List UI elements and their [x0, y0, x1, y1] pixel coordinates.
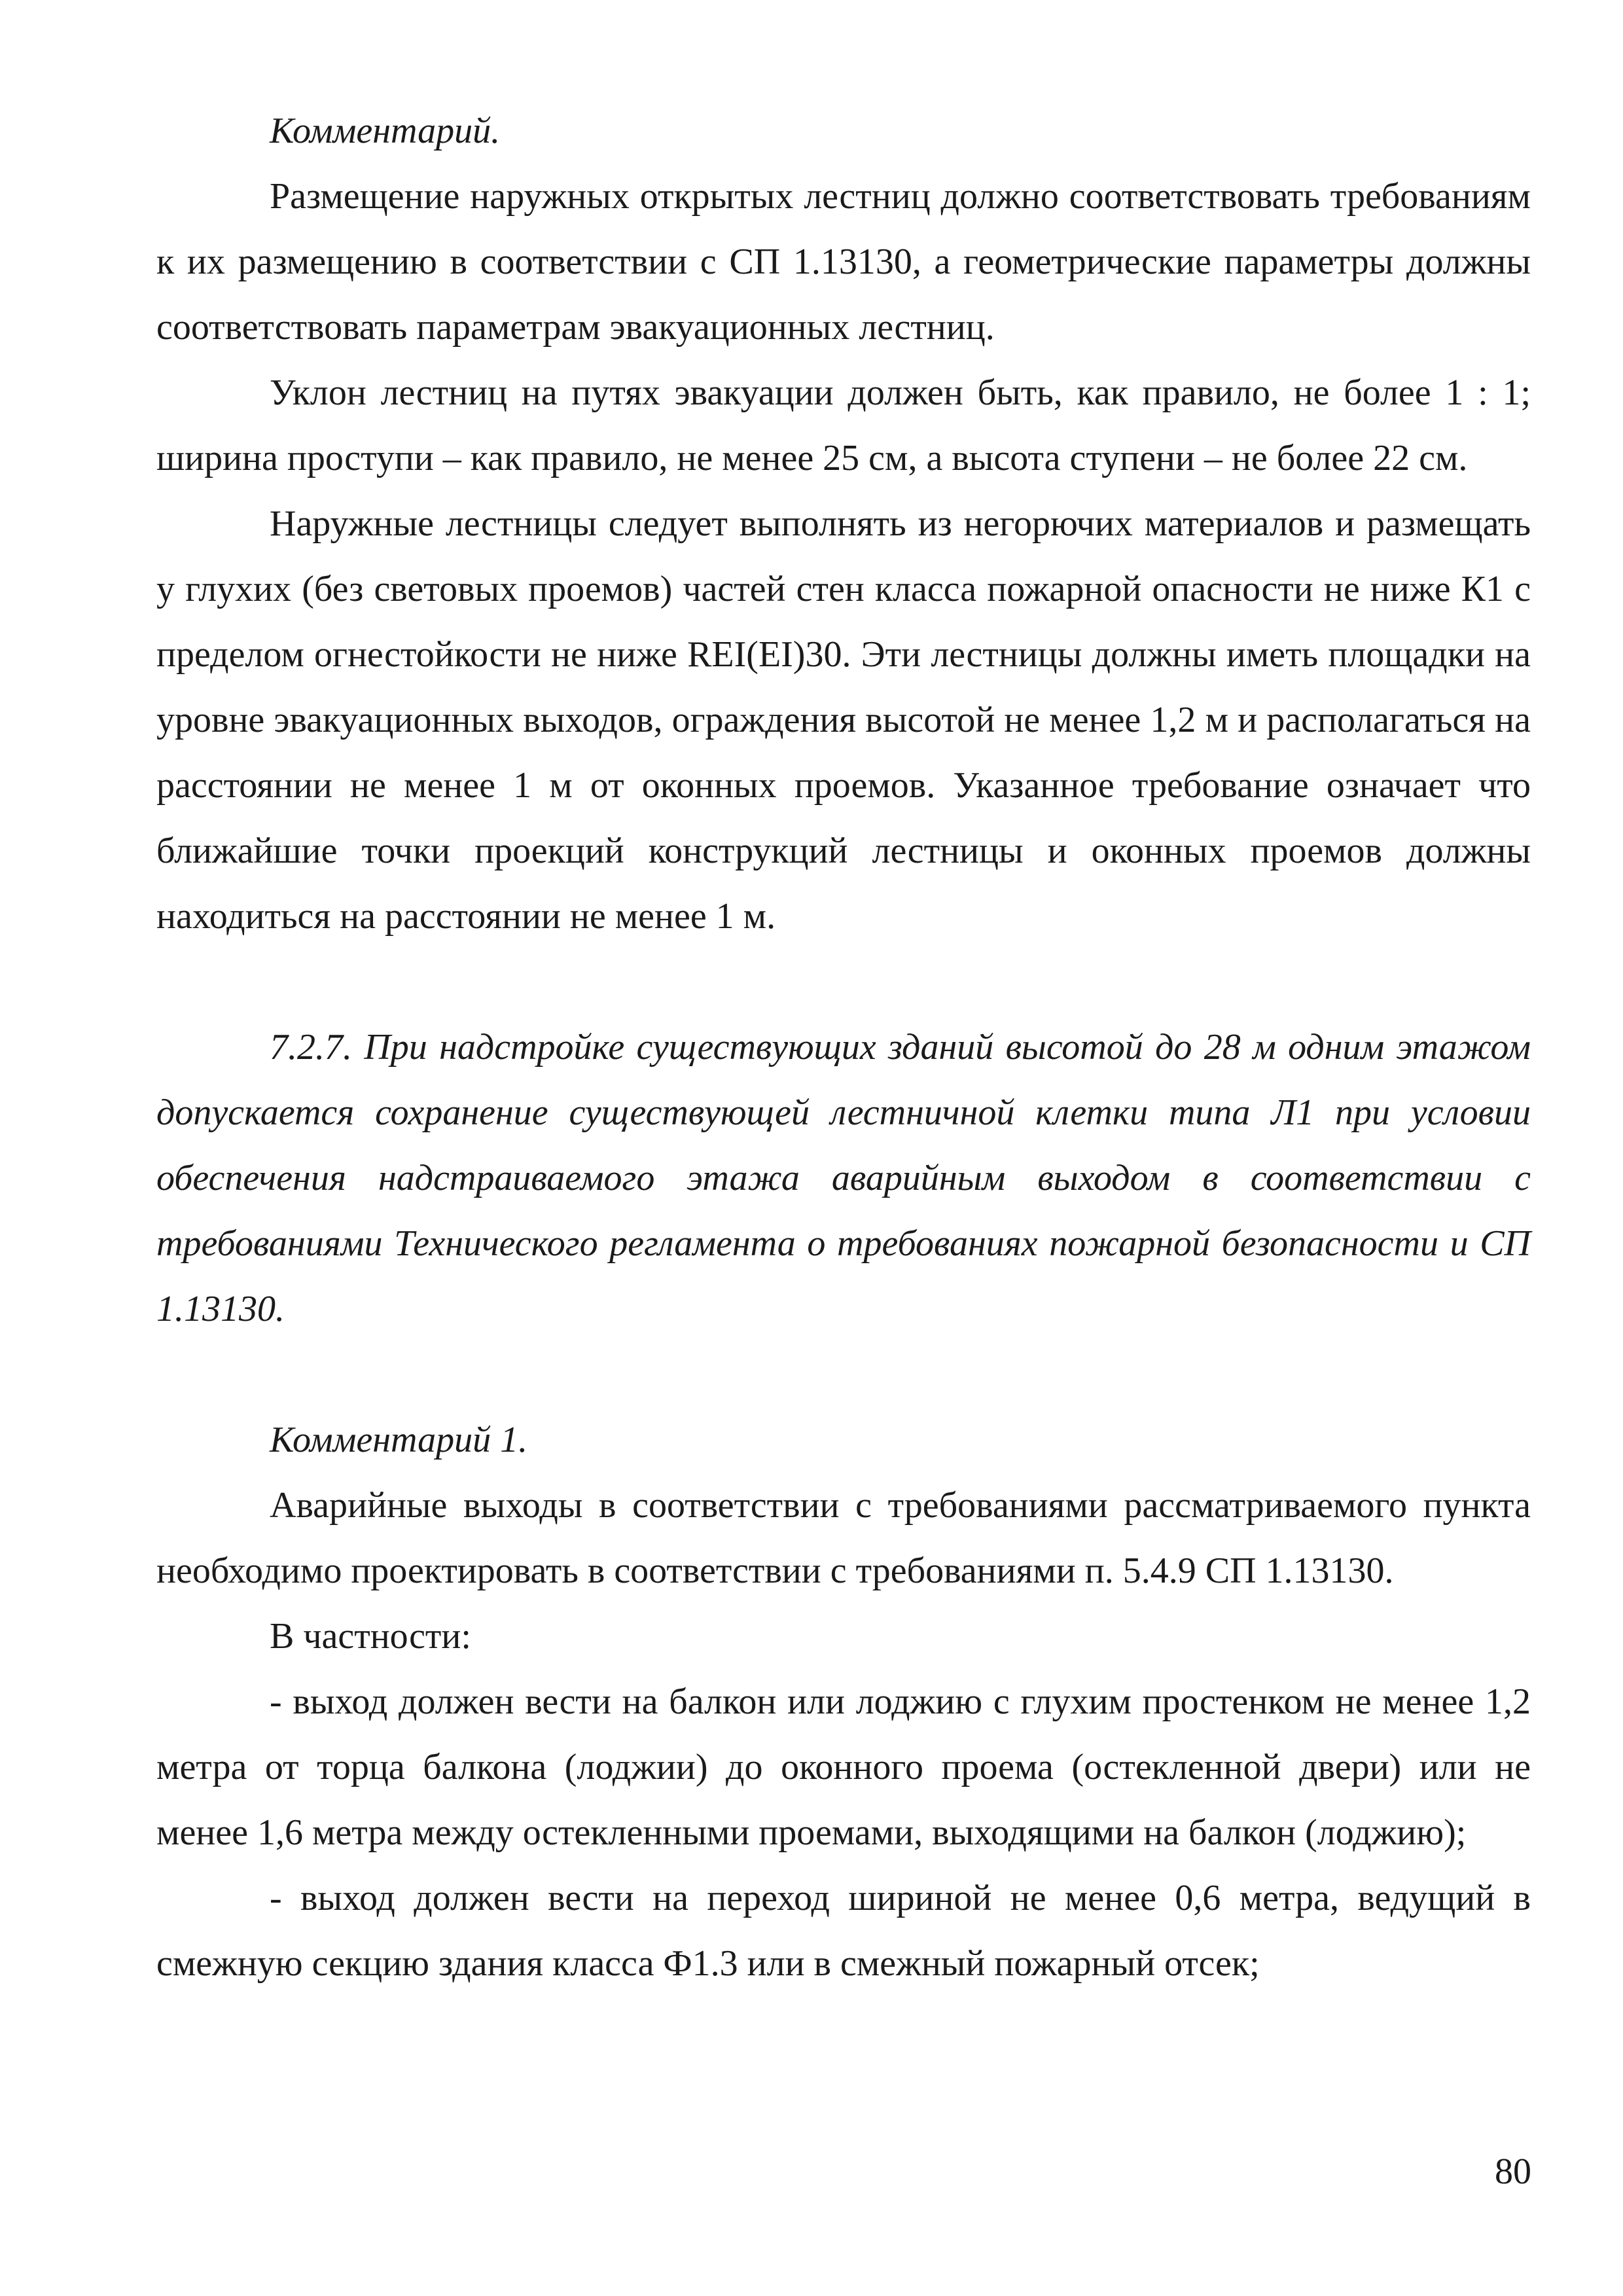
comment-paragraph-1: Размещение наружных открытых лестниц должно соответствовать требованиям к их размещению в соответствии с СП 1.13130, а геометрические параметры должны соответствовать параметрам эвакуационных лестниц. [156, 176, 1531, 348]
comment1-list-item-1: - выход должен вести на балкон или лоджию с глухим простенком не менее 1,2 метра от торца балкона (лоджии) до оконного проема (остекленной двери) или не менее 1,6 метра между остекленными проемами, выходящими на балкон (лоджию); [156, 1681, 1531, 1853]
comment1-list-item-2: - выход должен вести на переход шириной не менее 0,6 метра, ведущий в смежную секцию здания класса Ф1.3 или в смежный пожарный отсек; [156, 1878, 1531, 1984]
document-page [156, 98, 1531, 1996]
comment-paragraph-3: Наружные лестницы следует выполнять из негорючих материалов и размещать у глухих (без световых проемов) частей стен класса пожарной опасности не ниже К1 с пределом огнестойкости не ниже REI(EI)30. Эти лестницы должны иметь площадки на уровне эвакуационных выходов, ограждения высотой не менее 1,2 м и располагаться на расстоянии не менее 1 м от оконных проемов. Указанное требование означает что ближайшие точки проекций конструкций лестницы и оконных проемов должны находиться на расстоянии не менее 1 м. [156, 503, 1531, 937]
comment1-heading: Комментарий 1. [270, 1420, 528, 1460]
comment-paragraph-2: Уклон лестниц на путях эвакуации должен быть, как правило, не более 1 : 1; ширина проступи – как правило, не менее 25 см, а высота ступени – не более 22 см. [156, 372, 1531, 478]
section-spacer [156, 949, 1531, 1014]
page-number: 80 [1495, 2151, 1531, 2192]
clause-7-2-7: 7.2.7. При надстройке существующих зданий высотой до 28 м одним этажом допускается сохранение существующей лестничной клетки типа Л1 при условии обеспечения надстраиваемого этажа аварийным выходом в соответствии с требованиями Технического регламента о требованиях пожарной безопасности и СП 1.13130. [156, 1027, 1531, 1329]
comment1-paragraph-2: В частности: [270, 1616, 471, 1657]
comment-heading: Комментарий. [270, 111, 501, 151]
comment1-paragraph-1: Аварийные выходы в соответствии с требованиями рассматриваемого пункта необходимо проектировать в соответствии с требованиями п. 5.4.9 СП 1.13130. [156, 1485, 1531, 1591]
section-spacer [156, 1342, 1531, 1407]
